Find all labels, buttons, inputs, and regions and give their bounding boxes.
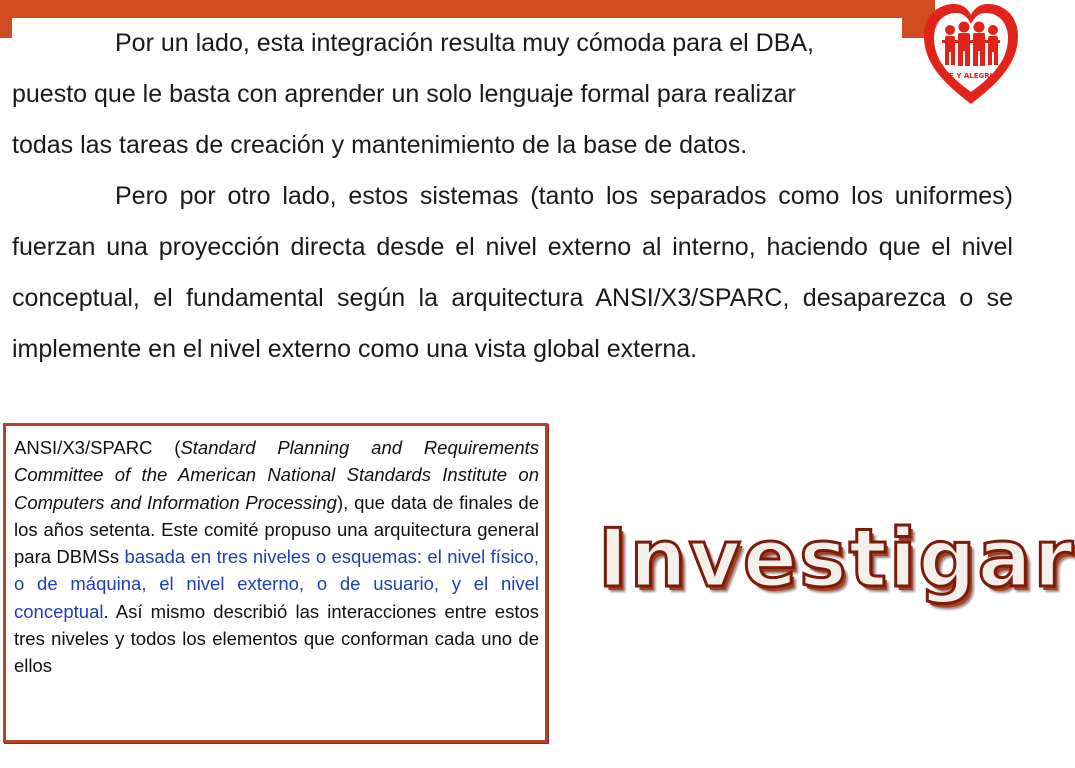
main-body-text [12, 18, 1013, 375]
note-part-3: ), que data de finales de los años setenta. Este comité propuso una arquitectura general para DBMSs [14, 491, 539, 568]
paragraph-1-line-2: puesto que le basta con aprender un solo lenguaje formal para realizar [12, 80, 796, 108]
paragraph-1-line-3: todas las tareas de creación y mantenimiento de la base de datos. [12, 131, 748, 159]
definition-note-box [3, 423, 548, 743]
definition-note-text [14, 434, 539, 680]
paragraph-1-line-1: Por un lado, esta integración resulta muy cómoda para el DBA, [115, 29, 814, 57]
note-part-1: ANSI/X3/SPARC ( [14, 437, 181, 458]
investigar-heading: Investigar [598, 512, 1075, 605]
note-part-4-highlight: basada en tres niveles o esquemas: el nivel físico, o de máquina, el nivel externo, o de usuario, y el nivel conceptual [14, 546, 539, 622]
paragraph-1 [12, 18, 902, 171]
logo-text: FE Y ALEGRIA [944, 72, 998, 80]
note-part-2-italic: Standard Planning and Requirements Committee of the American National Standards Institute on Computers and Information Processing [14, 437, 539, 513]
paragraph-2-text: Pero por otro lado, estos sistemas (tanto los separados como los uniformes) fuerzan una proyección directa desde el nivel externo al interno, haciendo que el nivel conceptual, el fundamental según la arquitectura ANSI/X3/SPARC, desaparezca o se implemente en el nivel externo como una vista global externa. [12, 182, 1013, 363]
note-part-5: . Así mismo describió las interacciones entre estos tres niveles y todos los elementos que conforman cada uno de ellos [14, 600, 539, 677]
paragraph-2 [12, 171, 1013, 375]
